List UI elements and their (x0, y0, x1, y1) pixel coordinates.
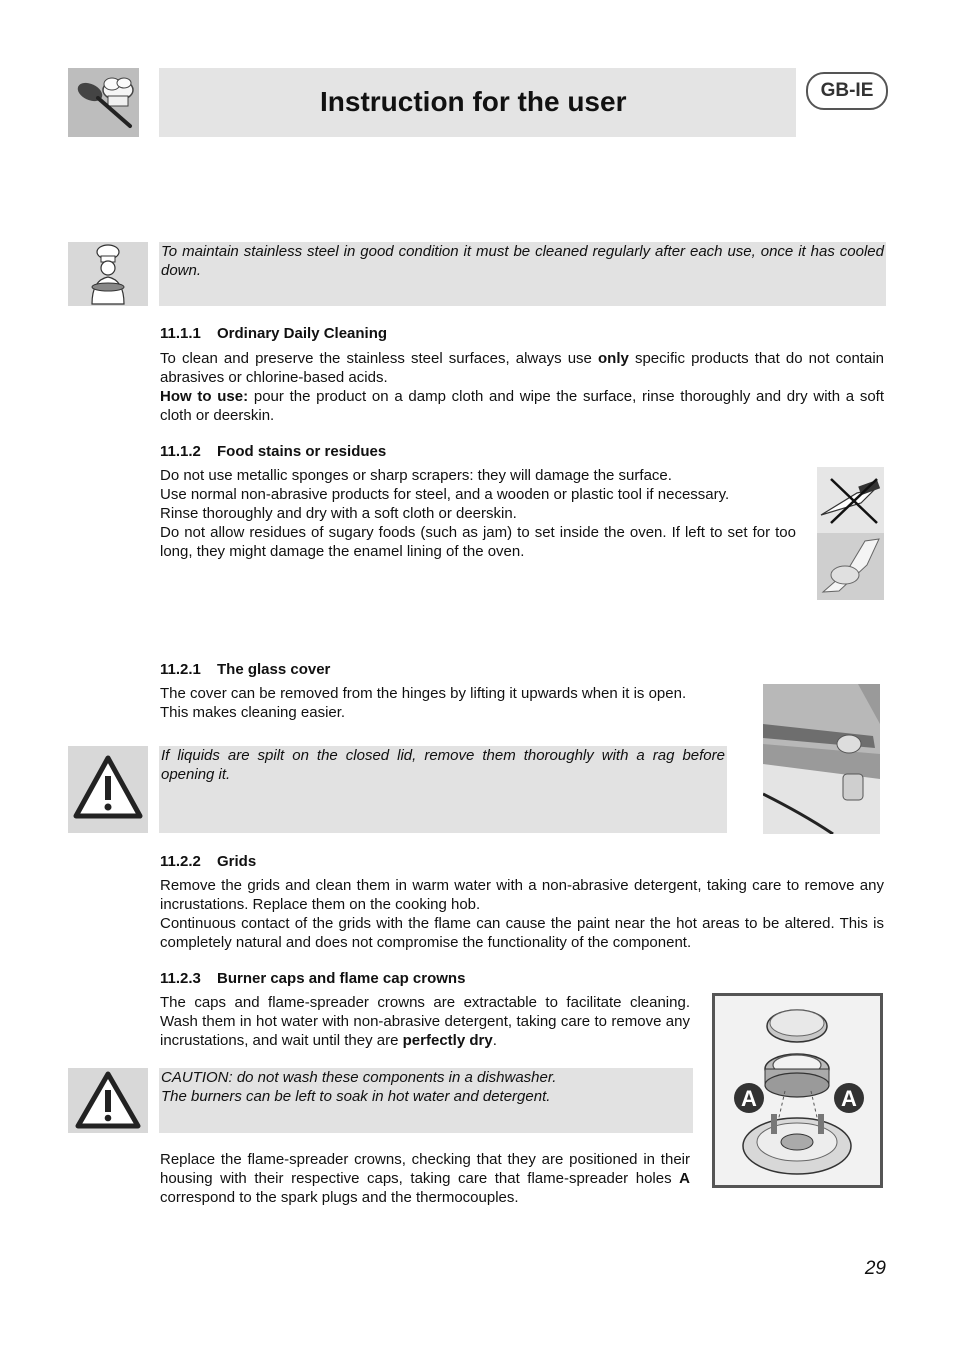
section-heading-11-2-2: 11.2.2 Grids (160, 853, 257, 870)
chef-icon (68, 242, 148, 306)
burner-assembly-figure (712, 993, 883, 1188)
figure-label-a-left: A (741, 1086, 757, 1111)
dishwasher-caution: CAUTION: do not wash these components in a dishwasher. The burners can be left to soak in hot water and detergent. (159, 1068, 693, 1133)
glass-cover-photo (763, 684, 880, 834)
scraper-prohibited-icon (817, 467, 884, 600)
page-number: 29 (864, 1258, 886, 1279)
warning-icon (68, 746, 148, 833)
section-heading-11-1-2: 11.1.2 Food stains or residues (160, 443, 387, 460)
section-body-11-2-3-a: The caps and flame-spreader crowns are extractable to facilitate cleaning. Wash them in hot water with non-abrasive detergent, taking care to remove any incrustations, and wait until they are perfectly dry. (160, 994, 690, 1049)
section-body-11-1-1: To clean and preserve the stainless steel surfaces, always use only specific products that do not contain abrasives or chlorine-based acids. How to use: pour the product on a damp cloth and wipe the surface, rinse thoroughly and dry with a soft cloth or deerskin. (160, 350, 885, 424)
intro-note: To maintain stainless steel in good condition it must be cleaned regularly after each use, once it has cooled down. (159, 242, 886, 306)
section-body-11-2-1: The cover can be removed from the hinges by lifting it upwards when it is open. This makes cleaning easier. (160, 685, 687, 721)
section-heading-11-1-1: 11.1.1 Ordinary Daily Cleaning (160, 325, 388, 342)
header-chef-spoon-icon (68, 68, 139, 137)
section-heading-11-2-3: 11.2.3 Burner caps and flame cap crowns (160, 970, 466, 987)
figure-label-a-right: A (841, 1086, 857, 1111)
glass-cover-warning: If liquids are spilt on the closed lid, remove them thoroughly with a rag before opening it. (159, 746, 727, 833)
section-body-11-2-3-b: Replace the flame-spreader crowns, checking that they are positioned in their housing with their respective caps, taking care that flame-spreader holes A correspond to the spark plugs and the thermocouples. (160, 1151, 690, 1206)
header-bar (159, 68, 796, 137)
section-heading-11-2-1: 11.2.1 The glass cover (160, 661, 331, 678)
warning-icon-2 (68, 1068, 148, 1133)
page-title: Instruction for the user (320, 86, 627, 117)
language-badge: GB-IE (806, 72, 888, 110)
section-body-11-2-2: Remove the grids and clean them in warm water with a non-abrasive detergent, taking care to remove any incrustations. Replace them on the cooking hob. Continuous contact of the grids with the flame can cause the paint near the hot areas to be altered. This is completely natural and does not compromise the functionality of the component. (160, 877, 884, 951)
section-body-11-1-2: Do not use metallic sponges or sharp scrapers: they will damage the surface. Use normal non-abrasive products for steel, and a wooden or plastic tool if necessary. Rinse thoroughly and dry with a soft cloth or deerskin. Do not allow residues of sugary foods (such as jam) to set inside the oven. If left to set for too long, they might damage the enamel lining of the oven. (160, 467, 796, 560)
